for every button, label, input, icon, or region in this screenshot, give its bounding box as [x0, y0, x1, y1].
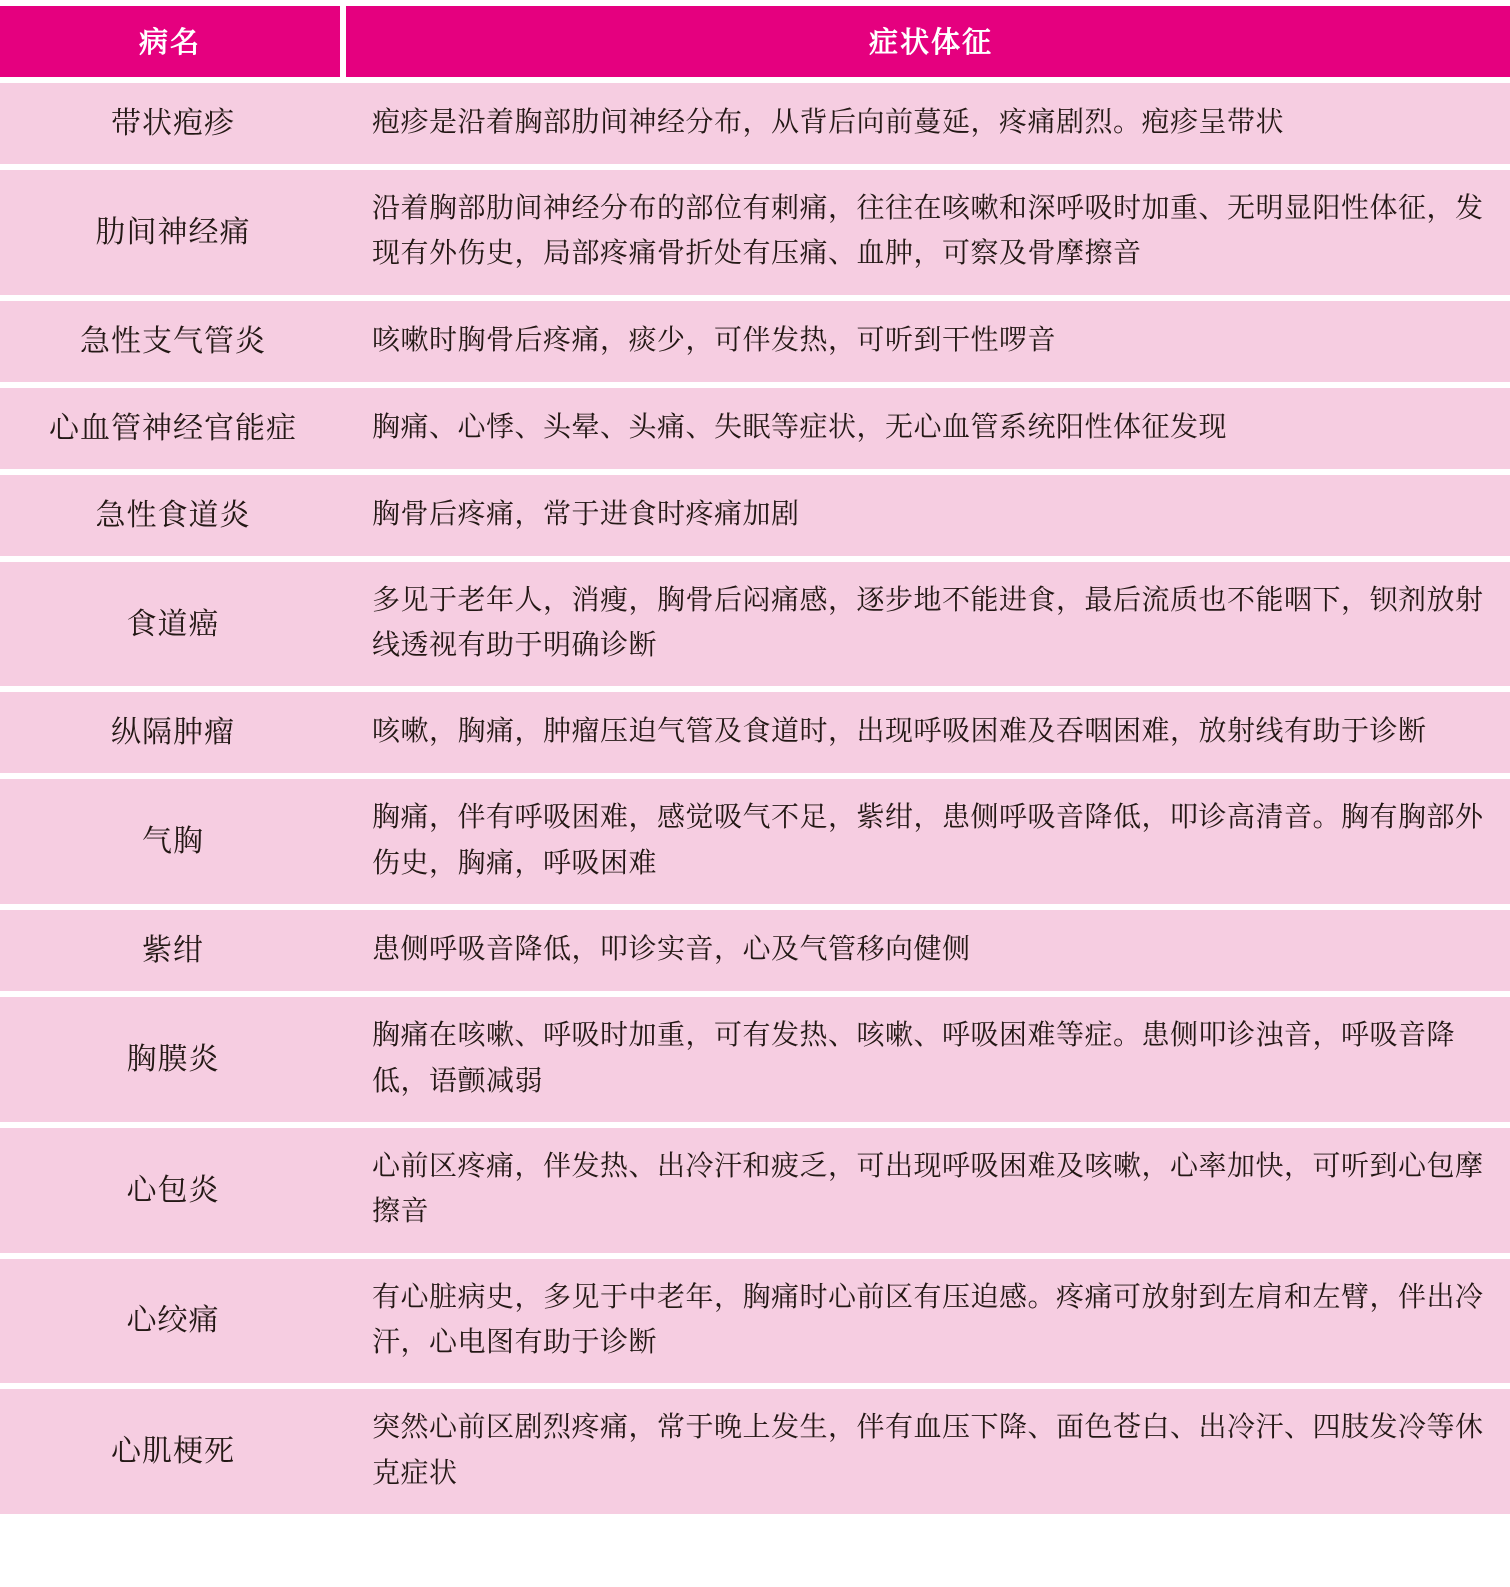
table-row — [0, 170, 1510, 295]
disease-name-cell: 紫绀 — [0, 910, 346, 991]
table-row — [0, 1259, 1510, 1384]
disease-name-cell: 气胸 — [0, 779, 346, 904]
symptom-description-cell: 胸痛，伴有呼吸困难，感觉吸气不足，紫绀，患侧呼吸音降低，叩诊高清音。胸有胸部外伤史，胸痛，呼吸困难 — [346, 779, 1510, 904]
disease-name-cell: 急性支气管炎 — [0, 301, 346, 382]
table-row — [0, 692, 1510, 773]
table-row — [0, 910, 1510, 991]
symptom-description-cell: 心前区疼痛，伴发热、出冷汗和疲乏，可出现呼吸困难及咳嗽，心率加快，可听到心包摩擦音 — [346, 1128, 1510, 1253]
table-row — [0, 475, 1510, 556]
table-header-row — [0, 6, 1510, 77]
symptom-description-cell: 胸骨后疼痛，常于进食时疼痛加剧 — [346, 475, 1510, 556]
table-row — [0, 1389, 1510, 1514]
symptom-description-cell: 疱疹是沿着胸部肋间神经分布，从背后向前蔓延，疼痛剧烈。疱疹呈带状 — [346, 83, 1510, 164]
disease-name-cell: 纵隔肿瘤 — [0, 692, 346, 773]
disease-name-cell: 急性食道炎 — [0, 475, 346, 556]
table-row — [0, 997, 1510, 1122]
column-header-symptoms: 症状体征 — [346, 6, 1510, 77]
symptom-description-cell: 胸痛、心悸、头晕、头痛、失眠等症状，无心血管系统阳性体征发现 — [346, 388, 1510, 469]
disease-name-cell: 肋间神经痛 — [0, 170, 346, 295]
column-header-disease: 病名 — [0, 6, 346, 77]
table-row — [0, 301, 1510, 382]
table-row — [0, 388, 1510, 469]
table-row — [0, 562, 1510, 687]
table-row — [0, 83, 1510, 164]
table-header — [0, 6, 1510, 77]
disease-name-cell: 食道癌 — [0, 562, 346, 687]
symptom-description-cell: 多见于老年人，消瘦，胸骨后闷痛感，逐步地不能进食，最后流质也不能咽下，钡剂放射线透视有助于明确诊断 — [346, 562, 1510, 687]
symptom-description-cell: 沿着胸部肋间神经分布的部位有刺痛，往往在咳嗽和深呼吸时加重、无明显阳性体征，发现有外伤史，局部疼痛骨折处有压痛、血肿，可察及骨摩擦音 — [346, 170, 1510, 295]
disease-name-cell: 胸膜炎 — [0, 997, 346, 1122]
symptom-description-cell: 胸痛在咳嗽、呼吸时加重，可有发热、咳嗽、呼吸困难等症。患侧叩诊浊音，呼吸音降低，语颤减弱 — [346, 997, 1510, 1122]
symptom-description-cell: 咳嗽时胸骨后疼痛，痰少，可伴发热，可听到干性啰音 — [346, 301, 1510, 382]
symptom-description-cell: 患侧呼吸音降低，叩诊实音，心及气管移向健侧 — [346, 910, 1510, 991]
table-body — [0, 83, 1510, 1514]
symptom-description-cell: 有心脏病史，多见于中老年，胸痛时心前区有压迫感。疼痛可放射到左肩和左臂，伴出冷汗，心电图有助于诊断 — [346, 1259, 1510, 1384]
symptom-description-cell: 突然心前区剧烈疼痛，常于晚上发生，伴有血压下降、面色苍白、出冷汗、四肢发冷等休克症状 — [346, 1389, 1510, 1514]
disease-name-cell: 心包炎 — [0, 1128, 346, 1253]
table-row — [0, 1128, 1510, 1253]
disease-name-cell: 心肌梗死 — [0, 1389, 346, 1514]
disease-name-cell: 带状疱疹 — [0, 83, 346, 164]
symptom-description-cell: 咳嗽，胸痛，肿瘤压迫气管及食道时，出现呼吸困难及吞咽困难，放射线有助于诊断 — [346, 692, 1510, 773]
disease-name-cell: 心绞痛 — [0, 1259, 346, 1384]
table-row — [0, 779, 1510, 904]
disease-name-cell: 心血管神经官能症 — [0, 388, 346, 469]
